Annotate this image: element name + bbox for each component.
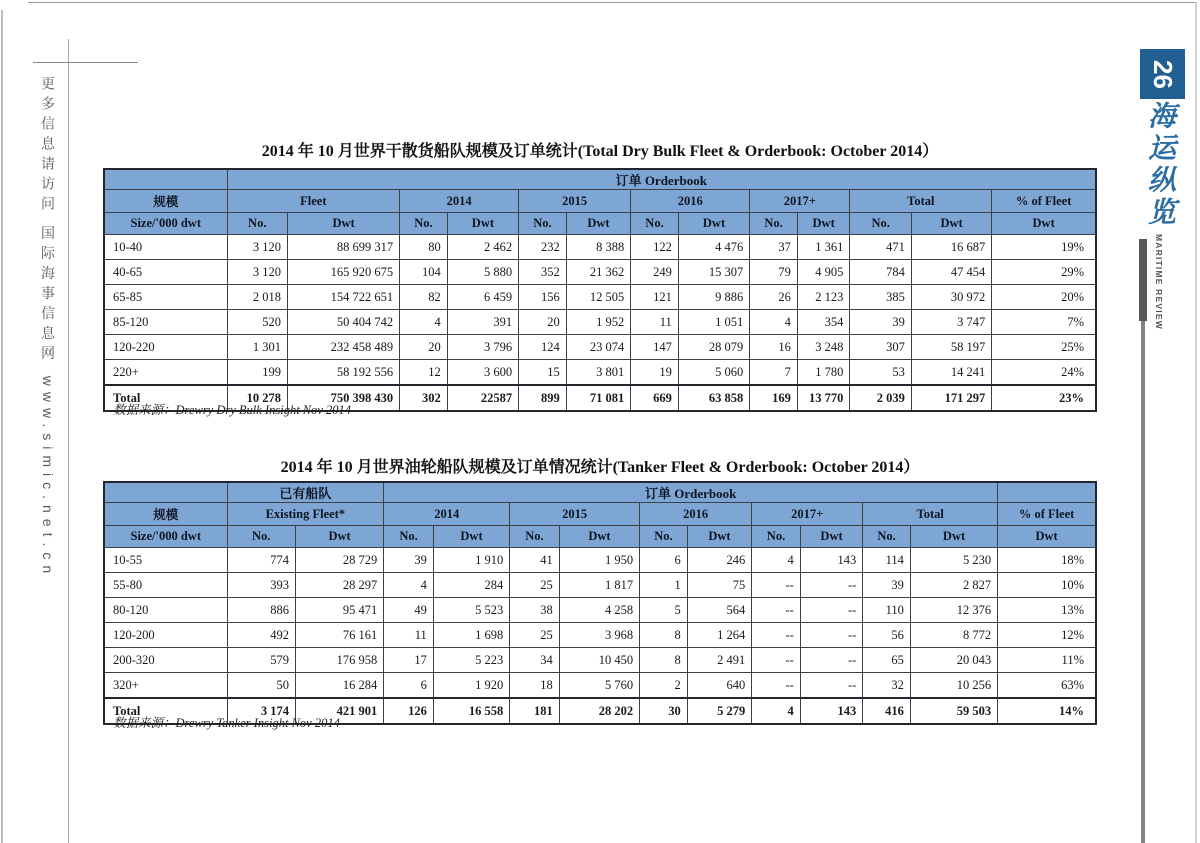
size-header-en: Size/'000 dwt	[104, 213, 227, 235]
value-cell: 15 307	[678, 260, 749, 285]
value-cell: 3 248	[797, 335, 850, 360]
col-header-no: No.	[750, 213, 798, 235]
page-number: 26	[1147, 59, 1178, 89]
tanker-table-title: 2014 年 10 月世界油轮船队规模及订单情况统计(Tanker Fleet & Orderbook: October 2014）	[280, 459, 920, 476]
value-cell: 25%	[992, 335, 1096, 360]
size-band-cell: 120-220	[104, 335, 227, 360]
value-cell: 104	[400, 260, 448, 285]
value-cell: --	[800, 598, 862, 623]
value-cell: 7	[750, 360, 798, 386]
existing-fleet-banner-cn: 已有船队	[227, 482, 384, 503]
value-cell: 5	[640, 598, 688, 623]
size-band-cell: 320+	[104, 673, 227, 699]
value-cell: 5 523	[433, 598, 509, 623]
value-cell: 16 558	[433, 698, 509, 724]
value-cell: 23%	[992, 385, 1096, 411]
value-cell: 2 827	[910, 573, 997, 598]
dry-bulk-table-wrap	[103, 168, 1097, 412]
value-cell: 669	[631, 385, 679, 411]
group-header-2014: 2014	[384, 503, 510, 526]
group-header-2016: 2016	[640, 503, 752, 526]
value-cell: 3 968	[559, 623, 639, 648]
value-cell: 774	[227, 548, 295, 573]
value-cell: 34	[510, 648, 560, 673]
value-cell: 1 264	[687, 623, 751, 648]
value-cell: 39	[850, 310, 912, 335]
value-cell: 4	[750, 310, 798, 335]
size-band-cell: 85-120	[104, 310, 227, 335]
page-left-edge-line	[1, 10, 3, 843]
value-cell: 156	[519, 285, 567, 310]
value-cell: 12 376	[910, 598, 997, 623]
col-header-dwt: Dwt	[797, 213, 850, 235]
value-cell: 471	[850, 235, 912, 260]
value-cell: 393	[227, 573, 295, 598]
table-row	[104, 648, 1096, 673]
value-cell: 76 161	[295, 623, 383, 648]
col-header-dwt: Dwt	[295, 526, 383, 548]
orderbook-banner: 订单 Orderbook	[384, 482, 998, 503]
col-header-no: No.	[631, 213, 679, 235]
col-header-dwt: Dwt	[288, 213, 400, 235]
value-cell: 1 780	[797, 360, 850, 386]
left-margin-rule	[68, 39, 69, 843]
side-note-vertical-text: 更多信息请访问 国际海事信息网 www.simic.net.cn	[40, 76, 56, 580]
value-cell: 5 223	[433, 648, 509, 673]
value-cell: 352	[519, 260, 567, 285]
col-header-no: No.	[752, 526, 801, 548]
size-header-en: Size/'000 dwt	[104, 526, 227, 548]
value-cell: 3 120	[227, 260, 288, 285]
value-cell: 143	[800, 548, 862, 573]
pct-of-fleet-header: % of Fleet	[998, 503, 1096, 526]
sidebar-rule	[1141, 321, 1145, 843]
value-cell: 22587	[447, 385, 518, 411]
value-cell: 28 079	[678, 335, 749, 360]
value-cell: 886	[227, 598, 295, 623]
value-cell: 53	[850, 360, 912, 386]
value-cell: 564	[687, 598, 751, 623]
sidebar-accent-bar	[1139, 239, 1147, 321]
value-cell: 63 858	[678, 385, 749, 411]
value-cell: 416	[863, 698, 911, 724]
page-right-edge-line	[1195, 2, 1197, 843]
value-cell: --	[752, 673, 801, 699]
table-row	[104, 673, 1096, 699]
value-cell: 284	[433, 573, 509, 598]
col-header-dwt: Dwt	[910, 526, 997, 548]
value-cell: 19%	[992, 235, 1096, 260]
table-row	[104, 285, 1096, 310]
tanker-source-note: 数据来源：Drewry Tanker Insight Nov 2014	[113, 716, 340, 730]
value-cell: 10 256	[910, 673, 997, 699]
col-header-dwt: Dwt	[433, 526, 509, 548]
value-cell: 147	[631, 335, 679, 360]
value-cell: 2 491	[687, 648, 751, 673]
value-cell: 47 454	[911, 260, 991, 285]
value-cell: 750 398 430	[288, 385, 400, 411]
col-header-no: No.	[519, 213, 567, 235]
value-cell: 58 192 556	[288, 360, 400, 386]
value-cell: --	[800, 673, 862, 699]
value-cell: 171 297	[911, 385, 991, 411]
value-cell: 232	[519, 235, 567, 260]
dry-bulk-table-header	[104, 169, 1096, 235]
value-cell: 50 404 742	[288, 310, 400, 335]
value-cell: 20 043	[910, 648, 997, 673]
value-cell: 10%	[998, 573, 1096, 598]
table-row	[104, 598, 1096, 623]
page-number-box	[1140, 49, 1185, 99]
value-cell: 10 278	[227, 385, 288, 411]
value-cell: 19	[631, 360, 679, 386]
tanker-table	[103, 481, 1097, 725]
size-band-cell: 40-65	[104, 260, 227, 285]
value-cell: 8	[640, 648, 688, 673]
value-cell: 899	[519, 385, 567, 411]
value-cell: 28 297	[295, 573, 383, 598]
value-cell: --	[752, 598, 801, 623]
col-header-dwt: Dwt	[566, 213, 630, 235]
value-cell: 4 258	[559, 598, 639, 623]
value-cell: --	[800, 623, 862, 648]
tanker-table-body	[104, 548, 1096, 725]
value-cell: 79	[750, 260, 798, 285]
value-cell: 640	[687, 673, 751, 699]
size-band-cell: 120-200	[104, 623, 227, 648]
value-cell: 3 747	[911, 310, 991, 335]
value-cell: 39	[863, 573, 911, 598]
size-header-cn: 规模	[104, 503, 227, 526]
value-cell: 3 120	[227, 235, 288, 260]
value-cell: 4	[752, 548, 801, 573]
value-cell: 12 505	[566, 285, 630, 310]
value-cell: --	[752, 573, 801, 598]
page-top-edge-line	[28, 2, 1197, 3]
size-band-cell: 220+	[104, 360, 227, 386]
value-cell: 4 905	[797, 260, 850, 285]
pct-of-fleet-header: % of Fleet	[992, 190, 1096, 213]
table-row	[104, 573, 1096, 598]
value-cell: 784	[850, 260, 912, 285]
value-cell: --	[800, 573, 862, 598]
value-cell: 1 361	[797, 235, 850, 260]
group-header-2014: 2014	[400, 190, 519, 213]
value-cell: 579	[227, 648, 295, 673]
brand-logo-cn: 海运纵览	[1144, 101, 1175, 229]
value-cell: 385	[850, 285, 912, 310]
col-header-dwt: Dwt	[911, 213, 991, 235]
value-cell: 122	[631, 235, 679, 260]
col-header-no: No.	[227, 526, 295, 548]
value-cell: 13 770	[797, 385, 850, 411]
value-cell: 492	[227, 623, 295, 648]
value-cell: 39	[384, 548, 434, 573]
value-cell: 110	[863, 598, 911, 623]
table-row	[104, 360, 1096, 386]
brand-block	[1140, 101, 1178, 330]
value-cell: 421 901	[295, 698, 383, 724]
value-cell: 2 039	[850, 385, 912, 411]
value-cell: 302	[400, 385, 448, 411]
orderbook-banner: 订单 Orderbook	[227, 169, 1096, 190]
value-cell: 1 301	[227, 335, 288, 360]
value-cell: 1 952	[566, 310, 630, 335]
value-cell: 307	[850, 335, 912, 360]
value-cell: 13%	[998, 598, 1096, 623]
value-cell: 21 362	[566, 260, 630, 285]
group-header-2016: 2016	[631, 190, 750, 213]
col-header-dwt: Dwt	[992, 213, 1096, 235]
corner-cell	[104, 169, 227, 190]
value-cell: 32	[863, 673, 911, 699]
size-band-cell: 65-85	[104, 285, 227, 310]
col-header-dwt: Dwt	[687, 526, 751, 548]
col-header-dwt: Dwt	[447, 213, 518, 235]
value-cell: 199	[227, 360, 288, 386]
dry-bulk-table-body	[104, 235, 1096, 412]
value-cell: 29%	[992, 260, 1096, 285]
value-cell: 3 174	[227, 698, 295, 724]
group-header-2015: 2015	[519, 190, 631, 213]
dry-bulk-table	[103, 168, 1097, 412]
col-header-no: No.	[510, 526, 560, 548]
value-cell: 2 462	[447, 235, 518, 260]
col-header-dwt: Dwt	[800, 526, 862, 548]
col-header-dwt: Dwt	[678, 213, 749, 235]
value-cell: 82	[400, 285, 448, 310]
value-cell: 18%	[998, 548, 1096, 573]
value-cell: 246	[687, 548, 751, 573]
col-header-dwt: Dwt	[998, 526, 1096, 548]
group-header-2015: 2015	[510, 503, 640, 526]
corner-cell	[998, 482, 1096, 503]
value-cell: 16	[750, 335, 798, 360]
table-row	[104, 310, 1096, 335]
value-cell: 3 600	[447, 360, 518, 386]
value-cell: 20	[400, 335, 448, 360]
value-cell: 169	[750, 385, 798, 411]
value-cell: 1	[640, 573, 688, 598]
value-cell: 6	[384, 673, 434, 699]
value-cell: 30	[640, 698, 688, 724]
value-cell: 26	[750, 285, 798, 310]
value-cell: 126	[384, 698, 434, 724]
group-header-existing-fleet: Existing Fleet*	[227, 503, 384, 526]
value-cell: 1 910	[433, 548, 509, 573]
value-cell: 3 796	[447, 335, 518, 360]
table-row	[104, 548, 1096, 573]
value-cell: --	[752, 623, 801, 648]
value-cell: 24%	[992, 360, 1096, 386]
value-cell: 5 279	[687, 698, 751, 724]
value-cell: 14%	[998, 698, 1096, 724]
value-cell: 37	[750, 235, 798, 260]
col-header-dwt: Dwt	[559, 526, 639, 548]
col-header-no: No.	[863, 526, 911, 548]
value-cell: 56	[863, 623, 911, 648]
dry-bulk-source-note: 数据来源：Drewry Dry Bulk Insight Nov 2014	[113, 403, 352, 417]
value-cell: 20%	[992, 285, 1096, 310]
size-band-cell: Total	[104, 698, 227, 724]
value-cell: 4	[752, 698, 801, 724]
value-cell: 165 920 675	[288, 260, 400, 285]
size-band-cell: 200-320	[104, 648, 227, 673]
value-cell: 23 074	[566, 335, 630, 360]
value-cell: 16 687	[911, 235, 991, 260]
col-header-no: No.	[384, 526, 434, 548]
value-cell: 1 817	[559, 573, 639, 598]
group-header-2017plus: 2017+	[750, 190, 850, 213]
value-cell: 4 476	[678, 235, 749, 260]
value-cell: --	[752, 648, 801, 673]
corner-cell	[104, 482, 227, 503]
value-cell: 11%	[998, 648, 1096, 673]
value-cell: 181	[510, 698, 560, 724]
value-cell: 5 230	[910, 548, 997, 573]
value-cell: 9 886	[678, 285, 749, 310]
value-cell: 176 958	[295, 648, 383, 673]
value-cell: 2 123	[797, 285, 850, 310]
value-cell: 58 197	[911, 335, 991, 360]
value-cell: 11	[631, 310, 679, 335]
value-cell: 17	[384, 648, 434, 673]
col-header-no: No.	[850, 213, 912, 235]
value-cell: 95 471	[295, 598, 383, 623]
value-cell: 65	[863, 648, 911, 673]
group-header-total: Total	[863, 503, 998, 526]
value-cell: 12	[400, 360, 448, 386]
value-cell: 28 729	[295, 548, 383, 573]
size-band-cell: 55-80	[104, 573, 227, 598]
value-cell: 7%	[992, 310, 1096, 335]
size-band-cell: 10-55	[104, 548, 227, 573]
value-cell: 5 880	[447, 260, 518, 285]
table-row	[104, 623, 1096, 648]
size-band-cell: Total	[104, 385, 227, 411]
value-cell: 143	[800, 698, 862, 724]
value-cell: 15	[519, 360, 567, 386]
value-cell: 354	[797, 310, 850, 335]
value-cell: 520	[227, 310, 288, 335]
size-band-cell: 80-120	[104, 598, 227, 623]
value-cell: 25	[510, 623, 560, 648]
value-cell: 5 760	[559, 673, 639, 699]
value-cell: 1 950	[559, 548, 639, 573]
size-header-cn: 规模	[104, 190, 227, 213]
col-header-no: No.	[640, 526, 688, 548]
group-header-2017plus: 2017+	[752, 503, 863, 526]
value-cell: 5 060	[678, 360, 749, 386]
value-cell: 391	[447, 310, 518, 335]
dry-bulk-table-title: 2014 年 10 月世界干散货船队规模及订单统计(Total Dry Bulk Fleet & Orderbook: October 2014）	[261, 143, 939, 160]
value-cell: 49	[384, 598, 434, 623]
size-band-cell: 10-40	[104, 235, 227, 260]
value-cell: 114	[863, 548, 911, 573]
value-cell: 18	[510, 673, 560, 699]
value-cell: 4	[384, 573, 434, 598]
value-cell: 88 699 317	[288, 235, 400, 260]
value-cell: 28 202	[559, 698, 639, 724]
value-cell: 8	[640, 623, 688, 648]
value-cell: 4	[400, 310, 448, 335]
value-cell: 63%	[998, 673, 1096, 699]
value-cell: 124	[519, 335, 567, 360]
value-cell: 41	[510, 548, 560, 573]
value-cell: 50	[227, 673, 295, 699]
value-cell: --	[800, 648, 862, 673]
value-cell: 1 698	[433, 623, 509, 648]
value-cell: 3 801	[566, 360, 630, 386]
table-row	[104, 235, 1096, 260]
value-cell: 6	[640, 548, 688, 573]
value-cell: 30 972	[911, 285, 991, 310]
col-header-no: No.	[400, 213, 448, 235]
table-row	[104, 260, 1096, 285]
value-cell: 1 920	[433, 673, 509, 699]
brand-logo-en: MARITIME REVIEW	[1154, 234, 1164, 330]
value-cell: 8 388	[566, 235, 630, 260]
value-cell: 38	[510, 598, 560, 623]
value-cell: 10 450	[559, 648, 639, 673]
tanker-table-header	[104, 482, 1096, 548]
value-cell: 75	[687, 573, 751, 598]
value-cell: 16 284	[295, 673, 383, 699]
value-cell: 6 459	[447, 285, 518, 310]
value-cell: 12%	[998, 623, 1096, 648]
value-cell: 71 081	[566, 385, 630, 411]
table-row	[104, 335, 1096, 360]
value-cell: 121	[631, 285, 679, 310]
tanker-table-wrap	[103, 481, 1097, 725]
value-cell: 8 772	[910, 623, 997, 648]
col-header-no: No.	[227, 213, 288, 235]
value-cell: 11	[384, 623, 434, 648]
value-cell: 80	[400, 235, 448, 260]
value-cell: 14 241	[911, 360, 991, 386]
group-header-total: Total	[850, 190, 992, 213]
value-cell: 154 722 651	[288, 285, 400, 310]
value-cell: 2 018	[227, 285, 288, 310]
value-cell: 232 458 489	[288, 335, 400, 360]
value-cell: 249	[631, 260, 679, 285]
crop-mark-line	[33, 62, 138, 63]
value-cell: 59 503	[910, 698, 997, 724]
value-cell: 1 051	[678, 310, 749, 335]
group-header-fleet: Fleet	[227, 190, 400, 213]
value-cell: 20	[519, 310, 567, 335]
value-cell: 2	[640, 673, 688, 699]
value-cell: 25	[510, 573, 560, 598]
